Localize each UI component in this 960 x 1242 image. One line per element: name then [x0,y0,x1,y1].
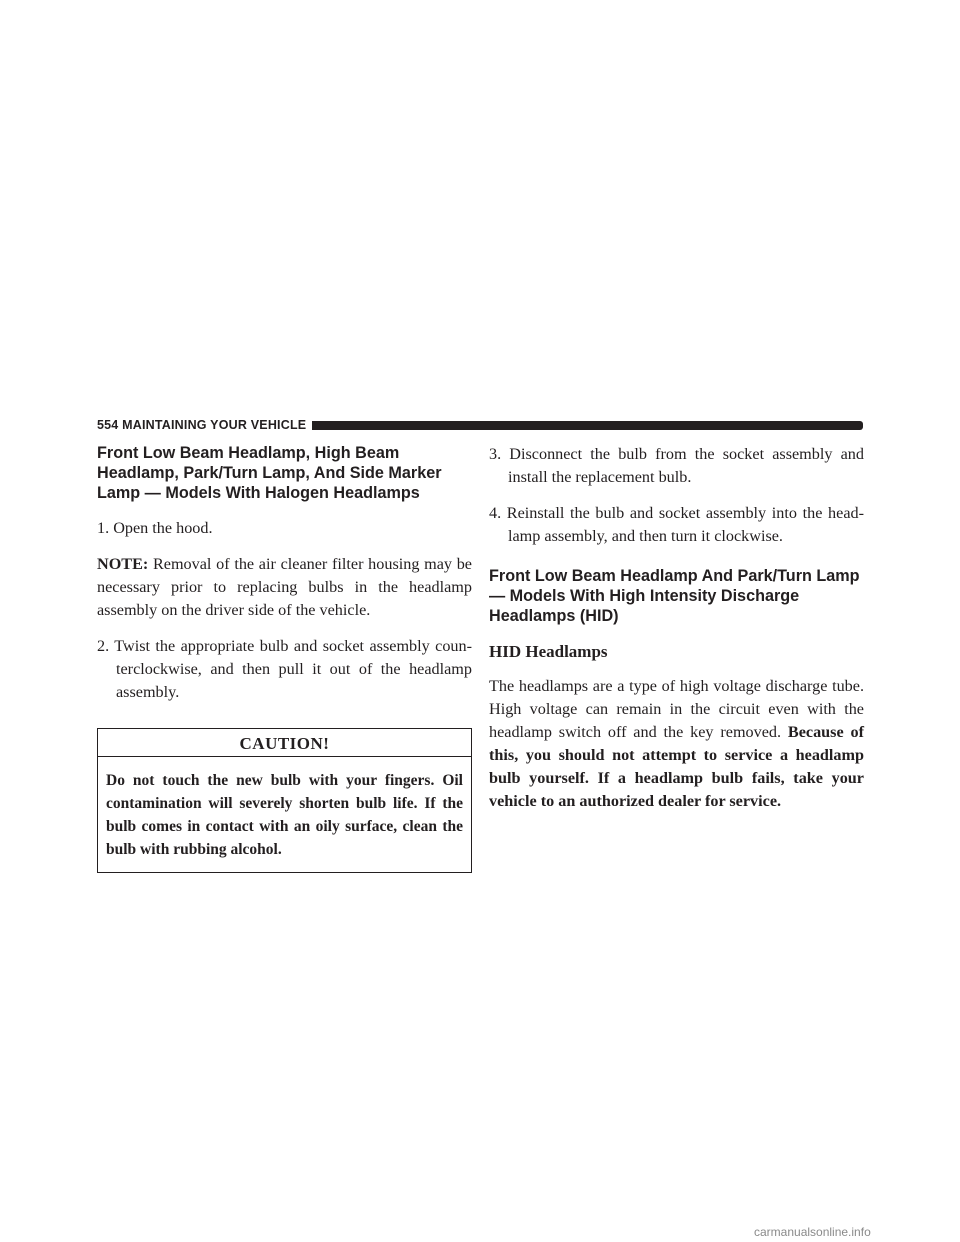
caution-text: Do not touch the new bulb with your fingers. Oil contamination will severely shorten bulb life. If the bulb comes in contact with an oily surface, clean the bulb with rubbing alcohol. [106,772,463,858]
watermark: carmanualsonline.info [754,1225,871,1239]
left-column [97,443,472,873]
note-label: NOTE: [97,555,149,573]
halogen-section-heading: Front Low Beam Headlamp, High Beam Headlamp, Park/Turn Lamp, And Side Marker Lamp — Models With Halogen Headlamps [97,444,442,502]
step-4: 4. Reinstall the bulb and socket assembly into the head-lamp assembly, and then turn it clockwise. [489,504,864,545]
page-header [97,416,863,434]
page-number-section-title: 554 MAINTAINING YOUR VEHICLE [97,418,307,432]
right-column [489,443,864,826]
note-text: Removal of the air cleaner filter housing may be necessary prior to replacing bulbs in the headlamp assembly on the driver side of the vehicle. [97,555,472,619]
note-paragraph [97,553,472,622]
hid-subheading: HID Headlamps [489,642,608,661]
step-3: 3. Disconnect the bulb from the socket assembly and install the replacement bulb. [489,445,864,486]
hid-paragraph-bold: Because of this, you should not attempt to service a headlamp bulb yourself. If a headlamp bulb fails, take your vehicle to an authorized dealer for service. [489,723,864,810]
step-1: 1. Open the hood. [97,519,213,537]
hid-paragraph-normal: The headlamps are a type of high voltage discharge tube. High voltage can remain in the circuit even with the headlamp switch off and the key removed. [489,677,864,741]
header-rule [312,421,863,430]
hid-paragraph [489,675,864,813]
caution-box [97,728,472,873]
step-2: 2. Twist the appropriate bulb and socket assembly coun-terclockwise, and then pull it out of the headlamp assembly. [97,637,472,701]
caution-title: CAUTION! [98,729,471,757]
hid-section-heading: Front Low Beam Headlamp And Park/Turn Lamp — Models With High Intensity Discharge Headlamps (HID) [489,567,860,625]
